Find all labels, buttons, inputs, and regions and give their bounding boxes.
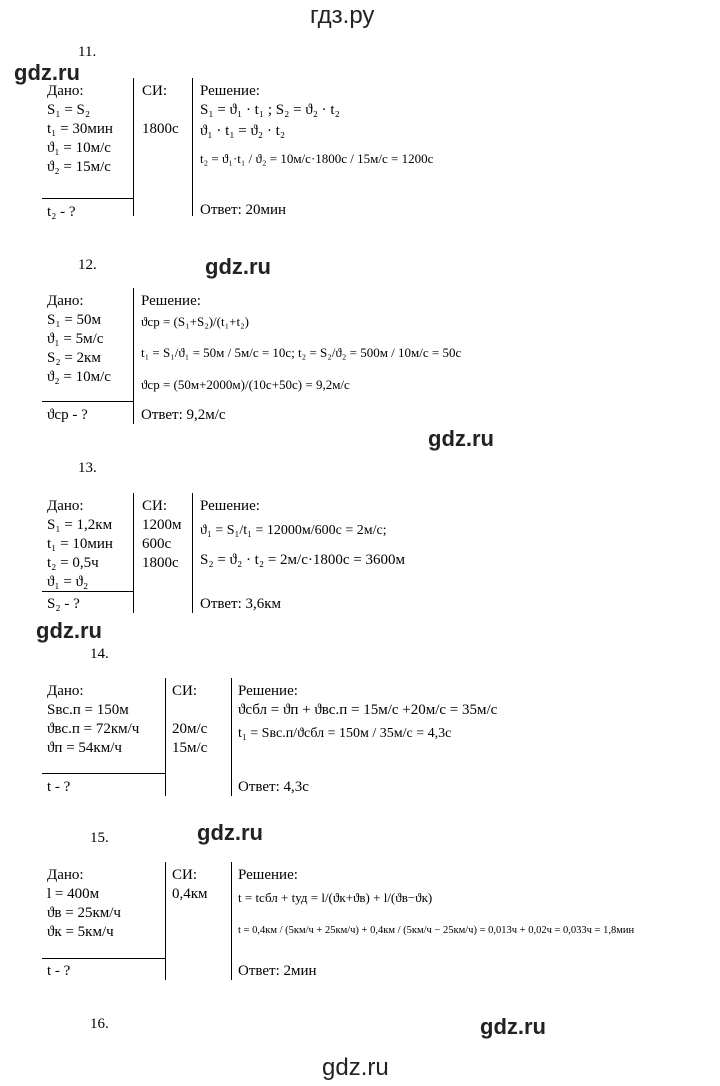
si-label: СИ: <box>142 83 168 99</box>
watermark: gdz.ru <box>205 254 271 279</box>
solution-label: Решение: <box>141 293 201 309</box>
watermark: gdz.ru <box>14 60 80 85</box>
solution-line: t₂ = ϑ₁·t₁ / ϑ₂ = 10м/с·1800с / 15м/с = 1200с <box>200 151 434 166</box>
given-item: S₁ = 50м <box>47 312 102 328</box>
given-item: ϑп = 54км/ч <box>47 740 122 756</box>
watermark-footer: gdz.ru <box>322 1054 389 1081</box>
solution-line: t = 0,4км / (5км/ч + 25км/ч) + 0,4км / (5км/ч − 25км/ч) = 0,013ч + 0,02ч = 0,033ч = 1,8мин <box>238 925 635 936</box>
si-item: 600с <box>142 536 172 552</box>
solution-line: t₁ = S₁/ϑ₁ = 50м / 5м/с = 10с; t₂ = S₂/ϑ₂ = 500м / 10м/с = 50с <box>141 345 462 360</box>
answer: Ответ: 2мин <box>238 963 317 979</box>
si-item: 20м/с <box>172 721 208 737</box>
answer: Ответ: 4,3с <box>238 779 309 795</box>
answer: Ответ: 9,2м/с <box>141 407 226 423</box>
given-item: t₂ = 0,5ч <box>47 555 99 571</box>
watermark: gdz.ru <box>197 820 263 845</box>
given-label: Дано: <box>47 83 84 99</box>
problem-number: 12. <box>78 257 97 273</box>
watermark: gdz.ru <box>480 1014 546 1039</box>
given-item: S₁ = 1,2км <box>47 517 113 533</box>
solution-label: Решение: <box>200 498 260 514</box>
problem-number: 13. <box>78 460 97 476</box>
problem-number: 15. <box>90 830 109 846</box>
solution-line: t₁ = Sвс.п/ϑсбл = 150м / 35м/с = 4,3с <box>238 726 452 741</box>
given-item: ϑ₁ = ϑ₂ <box>47 574 89 590</box>
given-item: S₂ = 2км <box>47 350 101 366</box>
solution-line: S₁ = ϑ₁ · t₁ ; S₂ = ϑ₂ · t₂ <box>200 102 340 118</box>
find-item: t₂ - ? <box>47 204 76 220</box>
site-header: гдз.ру <box>310 2 375 29</box>
problem-number: 11. <box>78 44 97 60</box>
problem-number: 14. <box>90 646 109 662</box>
si-label: СИ: <box>172 867 198 883</box>
si-item: 15м/с <box>172 740 208 756</box>
find-item: ϑср - ? <box>47 407 88 423</box>
si-label: СИ: <box>142 498 168 514</box>
given-label: Дано: <box>47 867 84 883</box>
given-item: t₁ = 10мин <box>47 536 113 552</box>
answer: Ответ: 20мин <box>200 202 287 218</box>
given-label: Дано: <box>47 293 84 309</box>
given-label: Дано: <box>47 683 84 699</box>
solution-line: ϑср = (50м+2000м)/(10с+50с) = 9,2м/с <box>141 377 350 392</box>
solution-label: Решение: <box>238 683 298 699</box>
given-item: Sвс.п = 150м <box>47 702 129 718</box>
problem-number: 16. <box>90 1016 109 1032</box>
solution-line: t = tсбл + tуд = l/(ϑк+ϑв) + l/(ϑв−ϑк) <box>238 890 433 905</box>
given-item: ϑ₂ = 15м/с <box>47 159 111 175</box>
given-item: ϑ₁ = 10м/с <box>47 140 111 156</box>
si-item: 1200м <box>142 517 182 533</box>
given-item: ϑвс.п = 72км/ч <box>47 721 140 737</box>
given-item: t₁ = 30мин <box>47 121 113 137</box>
given-item: ϑ₂ = 10м/с <box>47 369 111 385</box>
solution-line: ϑ₁ · t₁ = ϑ₂ · t₂ <box>200 123 286 139</box>
solution-line: ϑ₁ = S₁/t₁ = 12000м/600с = 2м/с; <box>200 523 387 538</box>
watermark: gdz.ru <box>428 426 494 451</box>
si-item: 1800с <box>142 121 179 137</box>
given-item: l = 400м <box>47 886 100 902</box>
watermark: gdz.ru <box>36 618 102 643</box>
given-item: ϑв = 25км/ч <box>47 905 121 921</box>
solution-label: Решение: <box>200 83 260 99</box>
solution-label: Решение: <box>238 867 298 883</box>
solution-line: ϑср = (S₁+S₂)/(t₁+t₂) <box>141 314 249 329</box>
given-item: ϑ₁ = 5м/с <box>47 331 104 347</box>
si-label: СИ: <box>172 683 198 699</box>
given-label: Дано: <box>47 498 84 514</box>
solution-line: ϑсбл = ϑп + ϑвс.п = 15м/с +20м/с = 35м/с <box>238 702 498 718</box>
solution-line: S₂ = ϑ₂ · t₂ = 2м/с·1800с = 3600м <box>200 552 405 568</box>
answer: Ответ: 3,6км <box>200 596 282 612</box>
si-item: 0,4км <box>172 886 208 902</box>
find-item: t - ? <box>47 963 71 979</box>
si-item: 1800с <box>142 555 179 571</box>
find-item: t - ? <box>47 779 71 795</box>
find-item: S₂ - ? <box>47 596 80 612</box>
given-item: S₁ = S₂ <box>47 102 91 118</box>
given-item: ϑк = 5км/ч <box>47 924 114 940</box>
